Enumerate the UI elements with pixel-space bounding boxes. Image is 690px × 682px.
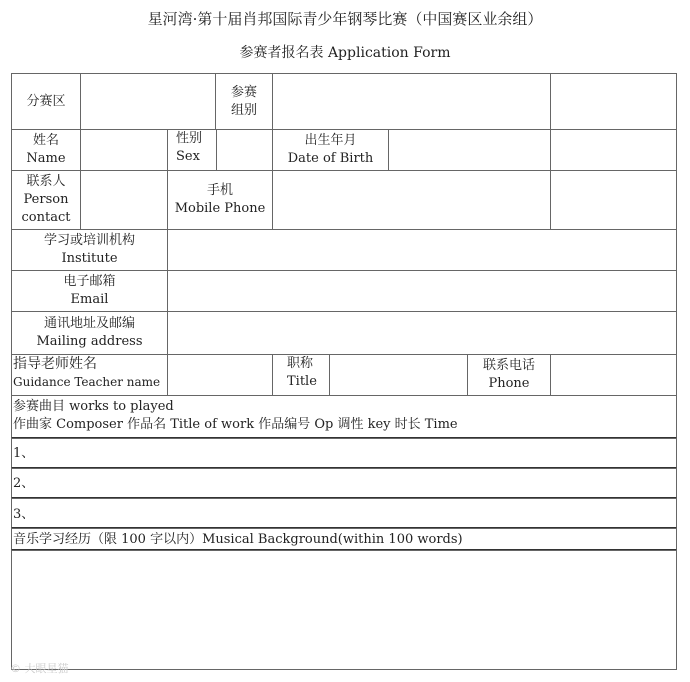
contact-label: [11, 170, 81, 230]
contact-label-en1: Person: [23, 192, 69, 207]
background-field[interactable]: [11, 550, 677, 670]
form-title: 星河湾·第十届肖邦国际青少年钢琴比赛（中国赛区业余组）: [147, 10, 543, 28]
background-label: 音乐学习经历（限 100 字以内）Musical Background(within 100 words): [13, 532, 463, 547]
teacher-label-cn: 指导老师姓名: [13, 356, 97, 372]
phone-label-en: Phone: [488, 376, 530, 391]
teacher-label: [11, 354, 168, 396]
mobile-field[interactable]: [272, 170, 551, 230]
background-header: [11, 528, 677, 551]
title-field[interactable]: [329, 354, 468, 396]
teacher-field[interactable]: [167, 354, 273, 396]
address-label: [11, 311, 168, 355]
work-item-2[interactable]: [11, 468, 677, 499]
institute-field[interactable]: [167, 229, 677, 271]
sex-label-cn: 性别: [176, 131, 203, 146]
dob-label-en: Date of Birth: [287, 151, 374, 166]
name-label-en: Name: [26, 151, 66, 166]
phone-label: [467, 354, 551, 396]
mobile-label-en: Mobile Phone: [174, 201, 266, 216]
sex-label-en: Sex: [176, 149, 200, 164]
work-item-3-label: 3、: [13, 507, 35, 522]
works-header: [11, 395, 677, 439]
name-field[interactable]: [80, 129, 168, 171]
division-label-cn: 分赛区: [26, 93, 66, 109]
title-label-en: Title: [287, 374, 317, 389]
mobile-label-cn: 手机: [206, 183, 233, 198]
division-field[interactable]: [80, 73, 216, 130]
group-label-line1: 参赛: [230, 84, 257, 100]
work-item-1-label: 1、: [13, 446, 35, 461]
mobile-label: [167, 170, 273, 230]
name-label: [11, 129, 81, 171]
email-label-cn: 电子邮箱: [63, 274, 116, 289]
address-label-cn: 通讯地址及邮编: [43, 316, 135, 331]
watermark-text: © 大眼星猫: [10, 662, 69, 675]
form-subtitle: 参赛者报名表 Application Form: [239, 45, 451, 61]
title-label: [272, 354, 330, 396]
institute-label-en: Institute: [61, 251, 118, 266]
email-label-en: Email: [70, 292, 109, 307]
dob-field[interactable]: [388, 129, 551, 171]
work-item-2-label: 2、: [13, 476, 35, 491]
teacher-label-en: Guidance Teacher name: [13, 375, 161, 389]
phone-field[interactable]: [550, 354, 677, 396]
name-label-cn: 姓名: [32, 133, 59, 148]
sex-label: [167, 129, 217, 171]
contact-field[interactable]: [80, 170, 168, 230]
dob-label: [272, 129, 389, 171]
division-label: [11, 73, 81, 130]
sex-field[interactable]: [216, 129, 273, 171]
work-item-3[interactable]: [11, 498, 677, 529]
photo-area-bottom: [550, 170, 677, 230]
works-columns: 作曲家 Composer 作品名 Title of work 作品编号 Op 调性 key 时长 Time: [13, 417, 458, 432]
institute-label: [11, 229, 168, 271]
work-item-1[interactable]: [11, 438, 677, 469]
works-title: 参赛曲目 works to played: [13, 399, 174, 414]
phone-label-cn: 联系电话: [482, 358, 535, 373]
email-label: [11, 270, 168, 312]
group-label-line2: 组别: [230, 102, 257, 118]
photo-area: [550, 73, 677, 130]
title-label-cn: 职称: [287, 356, 314, 371]
email-field[interactable]: [167, 270, 677, 312]
contact-label-cn: 联系人: [26, 174, 66, 189]
address-label-en: Mailing address: [36, 334, 143, 349]
group-field[interactable]: [272, 73, 551, 130]
contact-label-en2: contact: [21, 210, 71, 225]
institute-label-cn: 学习或培训机构: [43, 233, 135, 248]
dob-label-cn: 出生年月: [304, 133, 357, 148]
group-label: [215, 73, 273, 130]
address-field[interactable]: [167, 311, 677, 355]
photo-area-cont: [550, 129, 677, 171]
